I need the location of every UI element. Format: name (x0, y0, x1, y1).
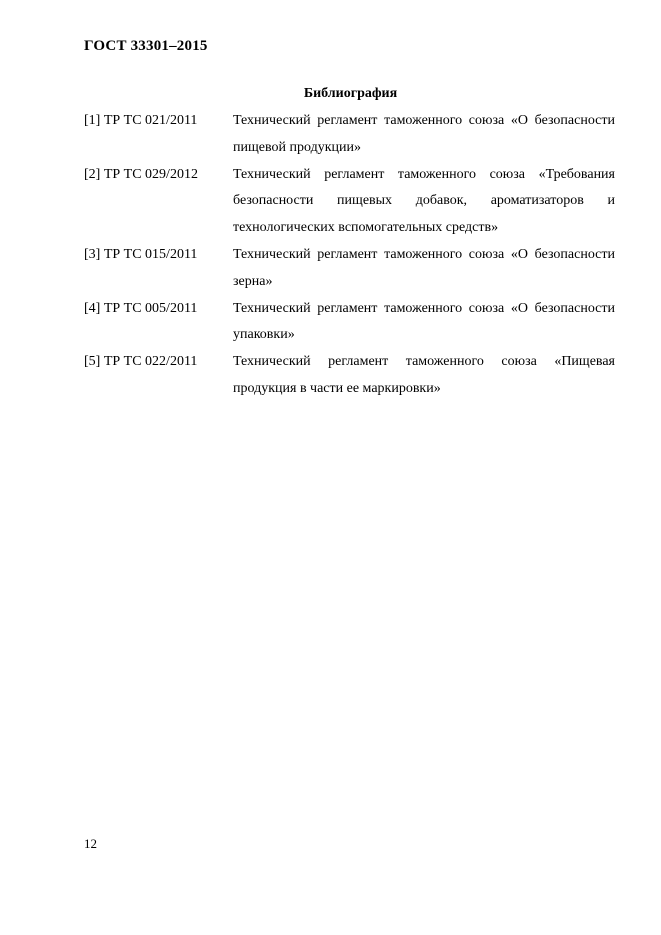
bibliography-list (84, 108, 615, 403)
bibliography-entry (84, 349, 615, 403)
bibliography-entry-ref: [5] ТР ТС 022/2011 (84, 354, 198, 370)
bibliography-entry-ref: [3] ТР ТС 015/2011 (84, 246, 198, 262)
bibliography-entry (84, 242, 615, 296)
bibliography-entry-text: Технический регламент таможенного союза «О безопасности зерна» (233, 246, 615, 289)
bibliography-heading: Библиография (303, 86, 398, 101)
document-header-title: ГОСТ 33301–2015 (84, 38, 208, 54)
bibliography-entry-ref: [2] ТР ТС 029/2012 (84, 166, 198, 182)
bibliography-entry-text: Технический регламент таможенного союза «Требования безопасности пищевых добавок, ароматизаторов и технологических вспомогательных средств» (233, 166, 615, 236)
bibliography-entry-text: Технический регламент таможенного союза «Пищевая продукция в части ее маркировки» (233, 354, 615, 396)
bibliography-entry-text: Технический регламент таможенного союза «О безопасности упаковки» (233, 300, 615, 343)
bibliography-entry (84, 296, 615, 350)
bibliography-entry-ref: [1] ТР ТС 021/2011 (84, 113, 198, 128)
bibliography-entry-text: Технический регламент таможенного союза «О безопасности пищевой продукции» (233, 113, 615, 155)
page-number: 12 (84, 836, 97, 851)
bibliography-entry (84, 108, 615, 162)
bibliography-entry (84, 162, 615, 242)
bibliography-entry-ref: [4] ТР ТС 005/2011 (84, 300, 198, 316)
